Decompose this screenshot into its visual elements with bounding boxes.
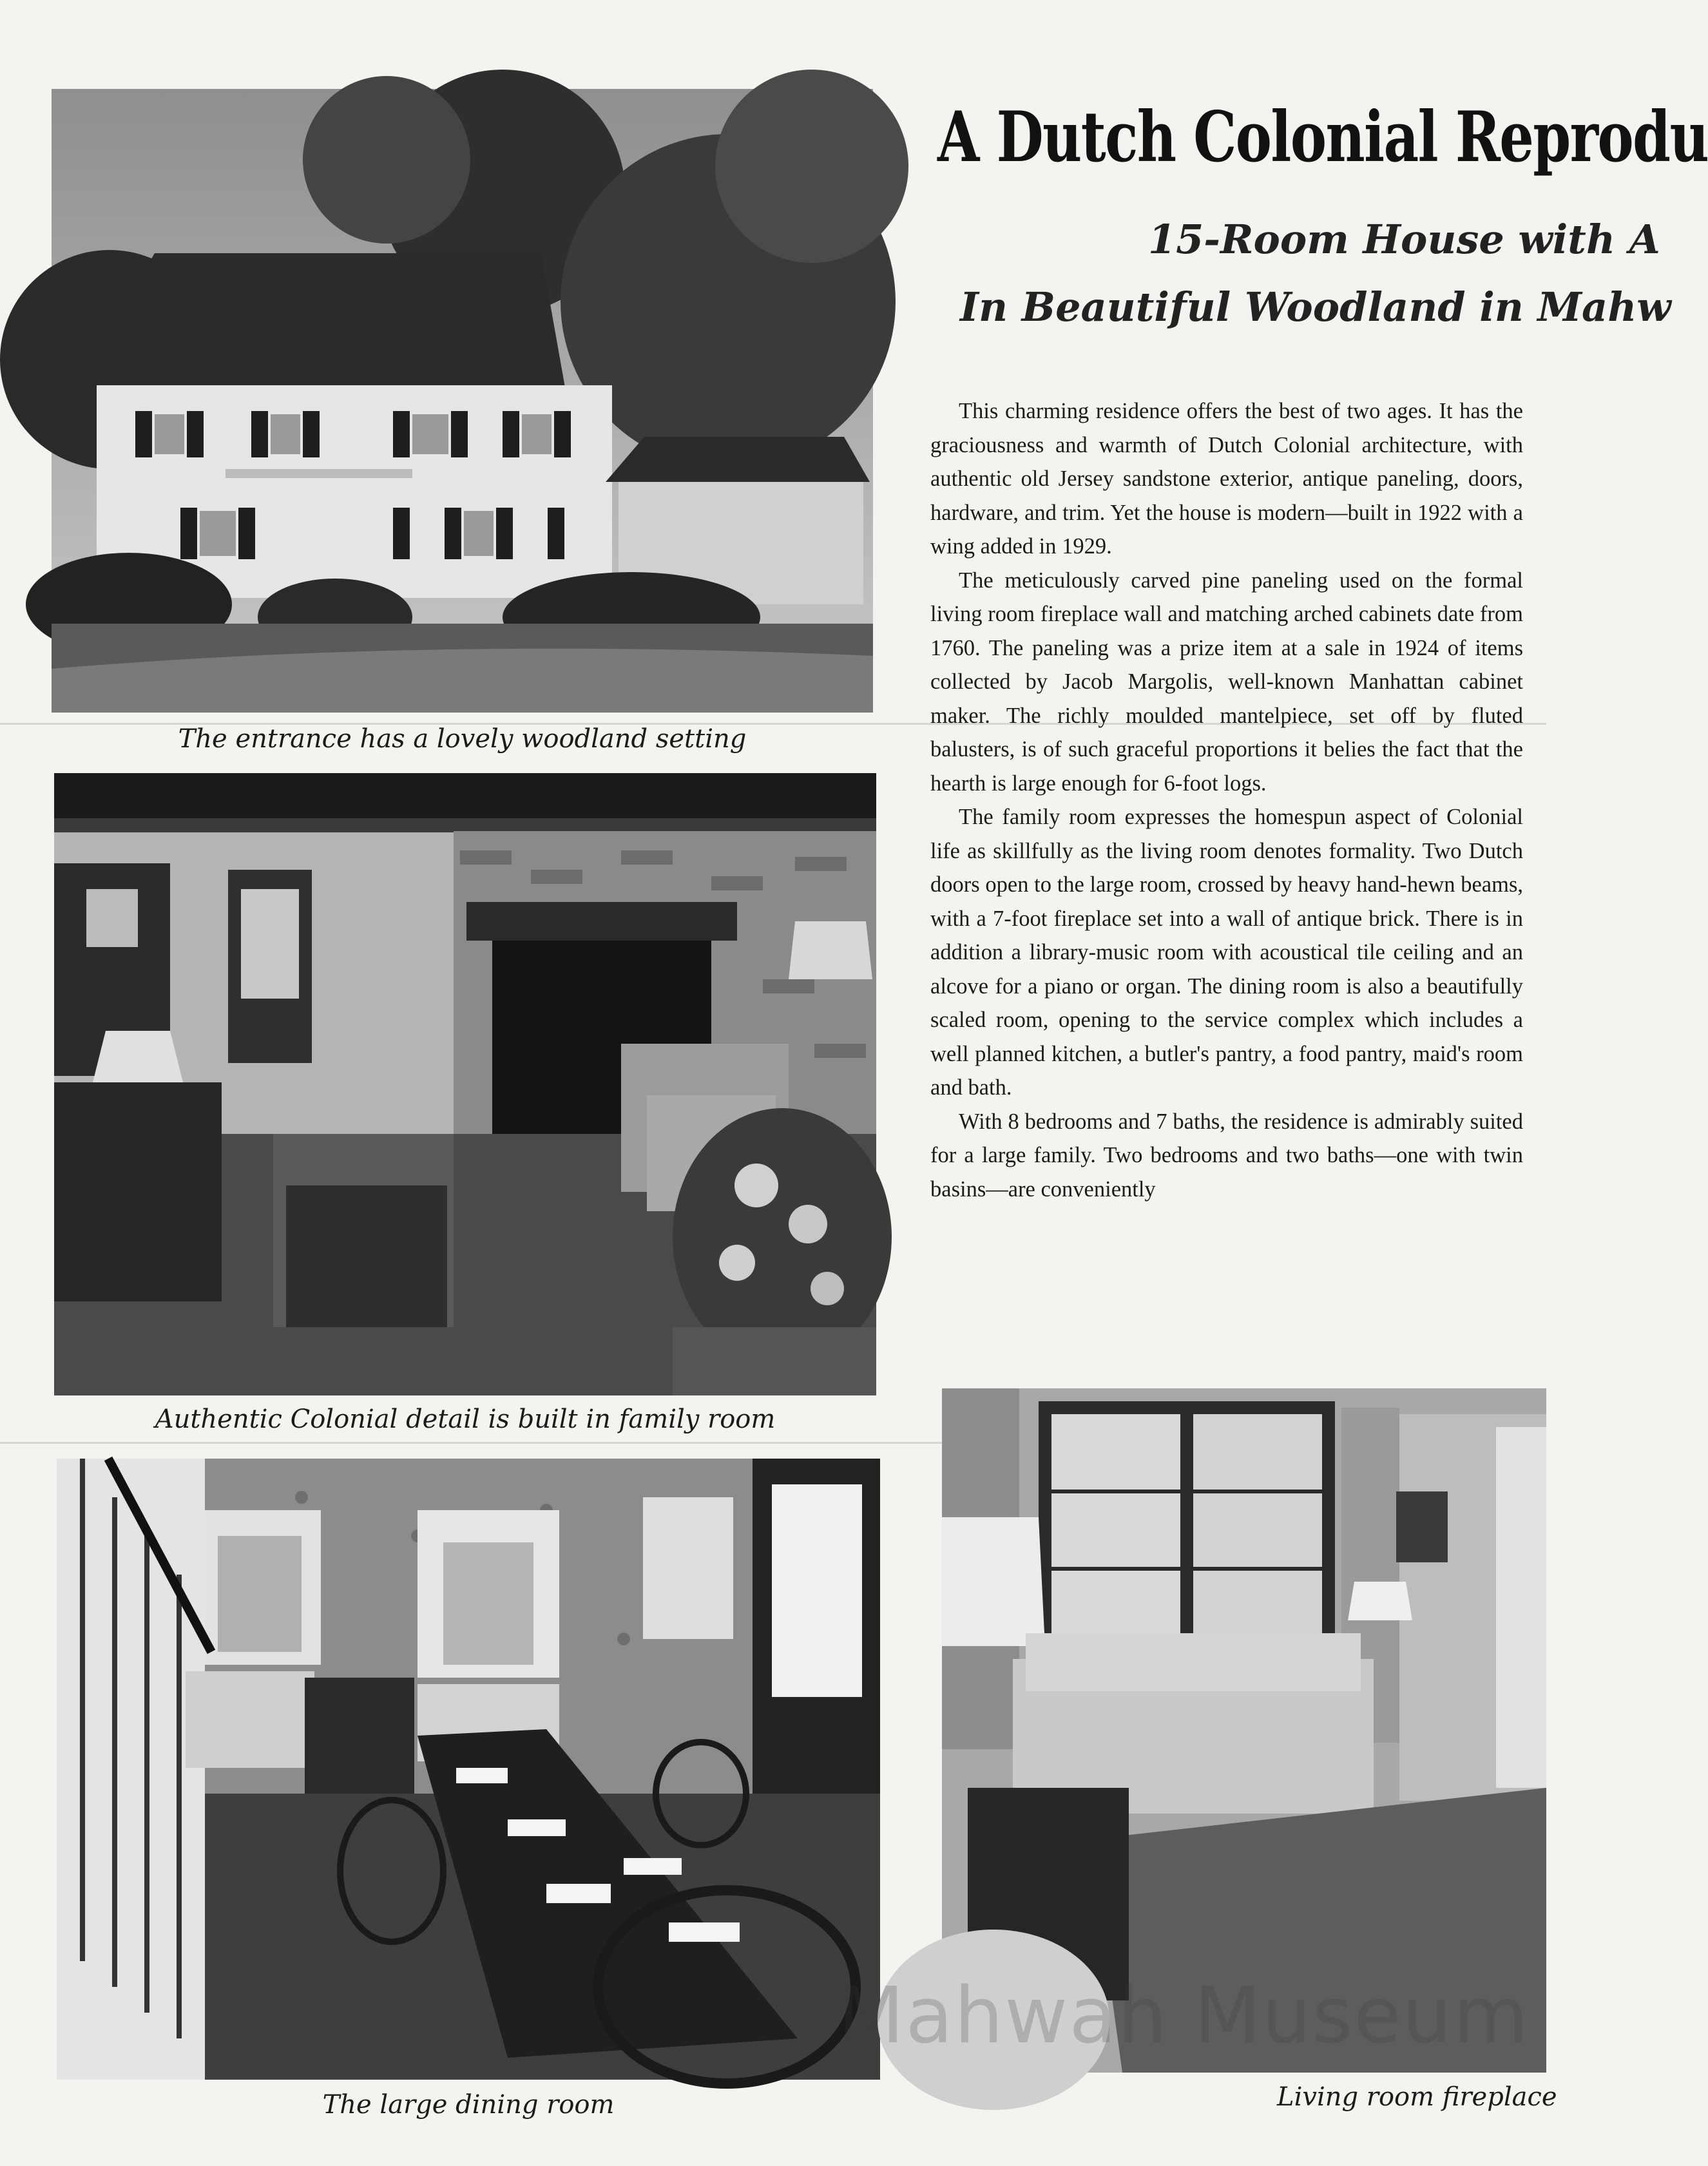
living-room-illustration	[942, 1388, 1546, 2073]
family-room-photo	[54, 773, 876, 1395]
body-paragraph-2: The meticulously carved pine paneling used on the formal living room fireplace wall and matching arched cabinets date from 1760. The paneling was a prize item at a sale in 1924 of items collected by Jacob Margolis, well-known Manhattan cabinet maker. The richly moulded mantelpiece, set off by fluted balusters, is of such graceful proportions it belies the fact that the hearth is large enough for 6-foot logs.	[930, 568, 1523, 796]
body-paragraph-1: This charming residence offers the best of two ages. It has the graciousness and warmth of Dutch Colonial architecture, with authentic old Jersey sandstone exterior, antique paneling, doors, hardware, and trim. Yet the house is modern—built in 1922 with a wing added in 1929.	[930, 399, 1523, 559]
entrance-photo	[52, 89, 873, 713]
body-paragraph-4: With 8 bedrooms and 7 baths, the residence is admirably suited for a large family. Two bedrooms and two baths—one with twin basins—are conveniently	[930, 1109, 1523, 1202]
family-room-illustration	[54, 773, 876, 1395]
entrance-caption: The entrance has a lovely woodland setting	[178, 724, 747, 754]
family-room-caption: Authentic Colonial detail is built in family room	[155, 1404, 776, 1434]
dining-room-caption: The large dining room	[322, 2090, 615, 2120]
dining-room-photo	[57, 1459, 880, 2080]
article-subhead-line2: In Beautiful Woodland in Mahw	[960, 283, 1671, 331]
living-room-photo	[942, 1388, 1546, 2073]
museum-watermark: Mahwah Museum	[838, 1971, 1530, 2061]
article-headline: A Dutch Colonial Reprodu	[937, 97, 1708, 178]
living-room-caption: Living room fireplace	[1277, 2082, 1557, 2112]
article-subhead-line1: 15-Room House with A	[1148, 216, 1660, 263]
entrance-illustration	[52, 89, 873, 713]
dining-room-illustration	[57, 1459, 880, 2080]
article-body	[930, 394, 1523, 1206]
body-paragraph-3: The family room expresses the homespun aspect of Colonial life as skillfully as the living room denotes formality. Two Dutch doors open to the large room, crossed by heavy hand-hewn beams, with a 7-foot fireplace set into a wall of antique brick. There is in addition a library-music room with acoustical tile ceiling and an alcove for a piano or organ. The dining room is also a beautifully scaled room, opening to the service complex which includes a well planned kitchen, a butler's pantry, a food pantry, maid's room and bath.	[930, 805, 1523, 1100]
